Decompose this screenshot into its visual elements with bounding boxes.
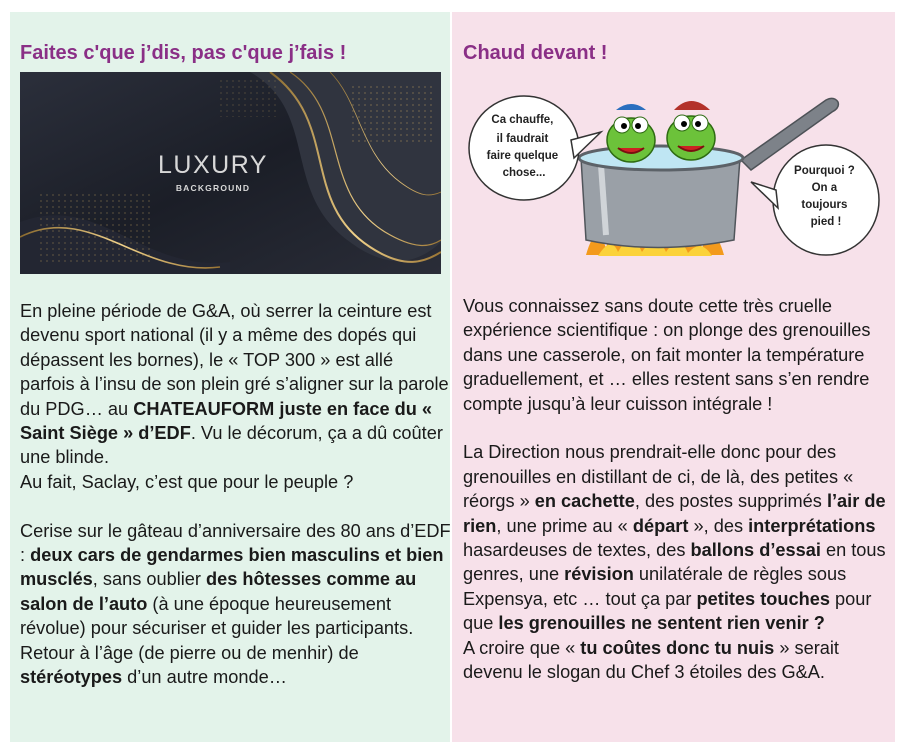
bubble-right-line-4: pied ! xyxy=(810,216,842,228)
background-word: BACKGROUND xyxy=(175,183,251,193)
bold-text-run: l’air de rien xyxy=(463,491,886,536)
text-run: . Vu le décorum, ça a dû coûter une blinde. xyxy=(20,423,443,468)
text-run: , sans oublier xyxy=(92,569,207,590)
left-paragraph-1 xyxy=(20,299,452,470)
bold-text-run: stéréotypes xyxy=(20,667,123,688)
bold-text-run: des hôtesses comme au salon de l’auto xyxy=(20,569,417,614)
text-run: pour que xyxy=(463,588,872,634)
bubble-right-line-3: toujours xyxy=(801,199,848,211)
right-paragraph-2 xyxy=(463,440,893,635)
text-run: Cerise sur le gâteau d’anniversaire des 80 ans d’EDF : xyxy=(20,520,451,566)
frog-right-icon xyxy=(667,101,715,160)
luxury-background-image xyxy=(20,72,441,274)
frog-left-icon xyxy=(607,104,655,162)
left-column xyxy=(10,12,450,742)
text-run: Retour à l’âge (de pierre ou de menhir) de xyxy=(20,642,359,663)
bubble-left-line-4: chose... xyxy=(502,167,546,179)
left-paragraph-3 xyxy=(20,519,452,641)
bubble-left-line-2: il faudrait xyxy=(496,133,549,145)
text-run: Au fait, Saclay, c’est que pour le peuple ? xyxy=(20,471,354,492)
text-run: , une prime au « xyxy=(496,515,633,536)
bold-text-run: interprétations xyxy=(748,515,876,536)
right-title: Chaud devant ! xyxy=(463,42,608,64)
frogs-in-pot-illustration xyxy=(466,70,884,270)
left-paragraph-4 xyxy=(20,641,452,690)
bold-text-run: les grenouilles ne sentent rien venir ? xyxy=(498,613,825,634)
bold-text-run: départ xyxy=(632,515,689,536)
bold-text-run: ballons d’essai xyxy=(690,540,821,561)
left-title: Faites c'que j’dis, pas c'que j’fais ! xyxy=(20,42,347,64)
text-run: , des postes supprimés xyxy=(634,491,827,512)
bubble-right-line-1: Pourquoi ? xyxy=(794,165,855,177)
right-column xyxy=(452,12,895,742)
right-paragraph-1 xyxy=(463,294,893,416)
text-run: unilatérale de règles sous Expensya, etc … tout ça par xyxy=(463,564,847,609)
bold-text-run: tu coûtes donc tu nuis xyxy=(580,637,775,658)
text-run: hasardeuses de textes, des xyxy=(463,540,691,561)
text-run: » serait devenu le slogan du Chef 3 étoiles des G&A. xyxy=(463,637,839,683)
bold-text-run: révision xyxy=(564,564,634,585)
bubble-left-line-1: Ca chauffe, xyxy=(491,114,554,126)
text-run: Vous connaissez sans doute cette très cruelle expérience scientifique : on plonge des grenouilles dans une casserole, on fait monter la température graduellement, et … elles restent sans s’en rendre compte jusqu’à leur cuisson intégrale ! xyxy=(463,296,871,414)
text-run: (à une époque heureusement révolue) pour sécuriser et guider les participants. xyxy=(20,593,414,639)
text-run: La Direction nous prendrait-elle donc pour des grenouilles en distillant de ci, de là, des petites « réorgs » xyxy=(463,442,854,512)
text-run: En pleine période de G&A, où serrer la ceinture est devenu sport national (il y a même des dopés qui dépassent les bornes), le « TOP 300 » est allé parfois à l’insu de son plein gré s’aligner sur la parole du PDG… au xyxy=(20,301,449,419)
right-article-body xyxy=(463,294,893,684)
left-article-body xyxy=(20,299,452,689)
text-run: en tous genres, une xyxy=(463,540,886,585)
text-run: A croire que « xyxy=(463,637,581,658)
speech-bubble-left xyxy=(469,96,579,200)
text-run: », des xyxy=(688,515,749,536)
bold-text-run: petites touches xyxy=(696,588,830,609)
bold-text-run: CHATEAUFORM juste en face du « Saint Siège » d’EDF xyxy=(20,398,433,444)
bold-text-run: deux cars de gendarmes bien masculins et bien musclés xyxy=(20,545,444,590)
bubble-right-line-2: On a xyxy=(811,182,838,194)
luxury-word: LUXURY xyxy=(158,151,268,179)
bold-text-run: en cachette xyxy=(534,491,635,512)
bubble-left-line-3: faire quelque xyxy=(486,150,559,162)
text-run: d’un autre monde… xyxy=(122,667,287,688)
left-paragraph-2 xyxy=(20,470,452,494)
right-paragraph-3 xyxy=(463,636,893,685)
